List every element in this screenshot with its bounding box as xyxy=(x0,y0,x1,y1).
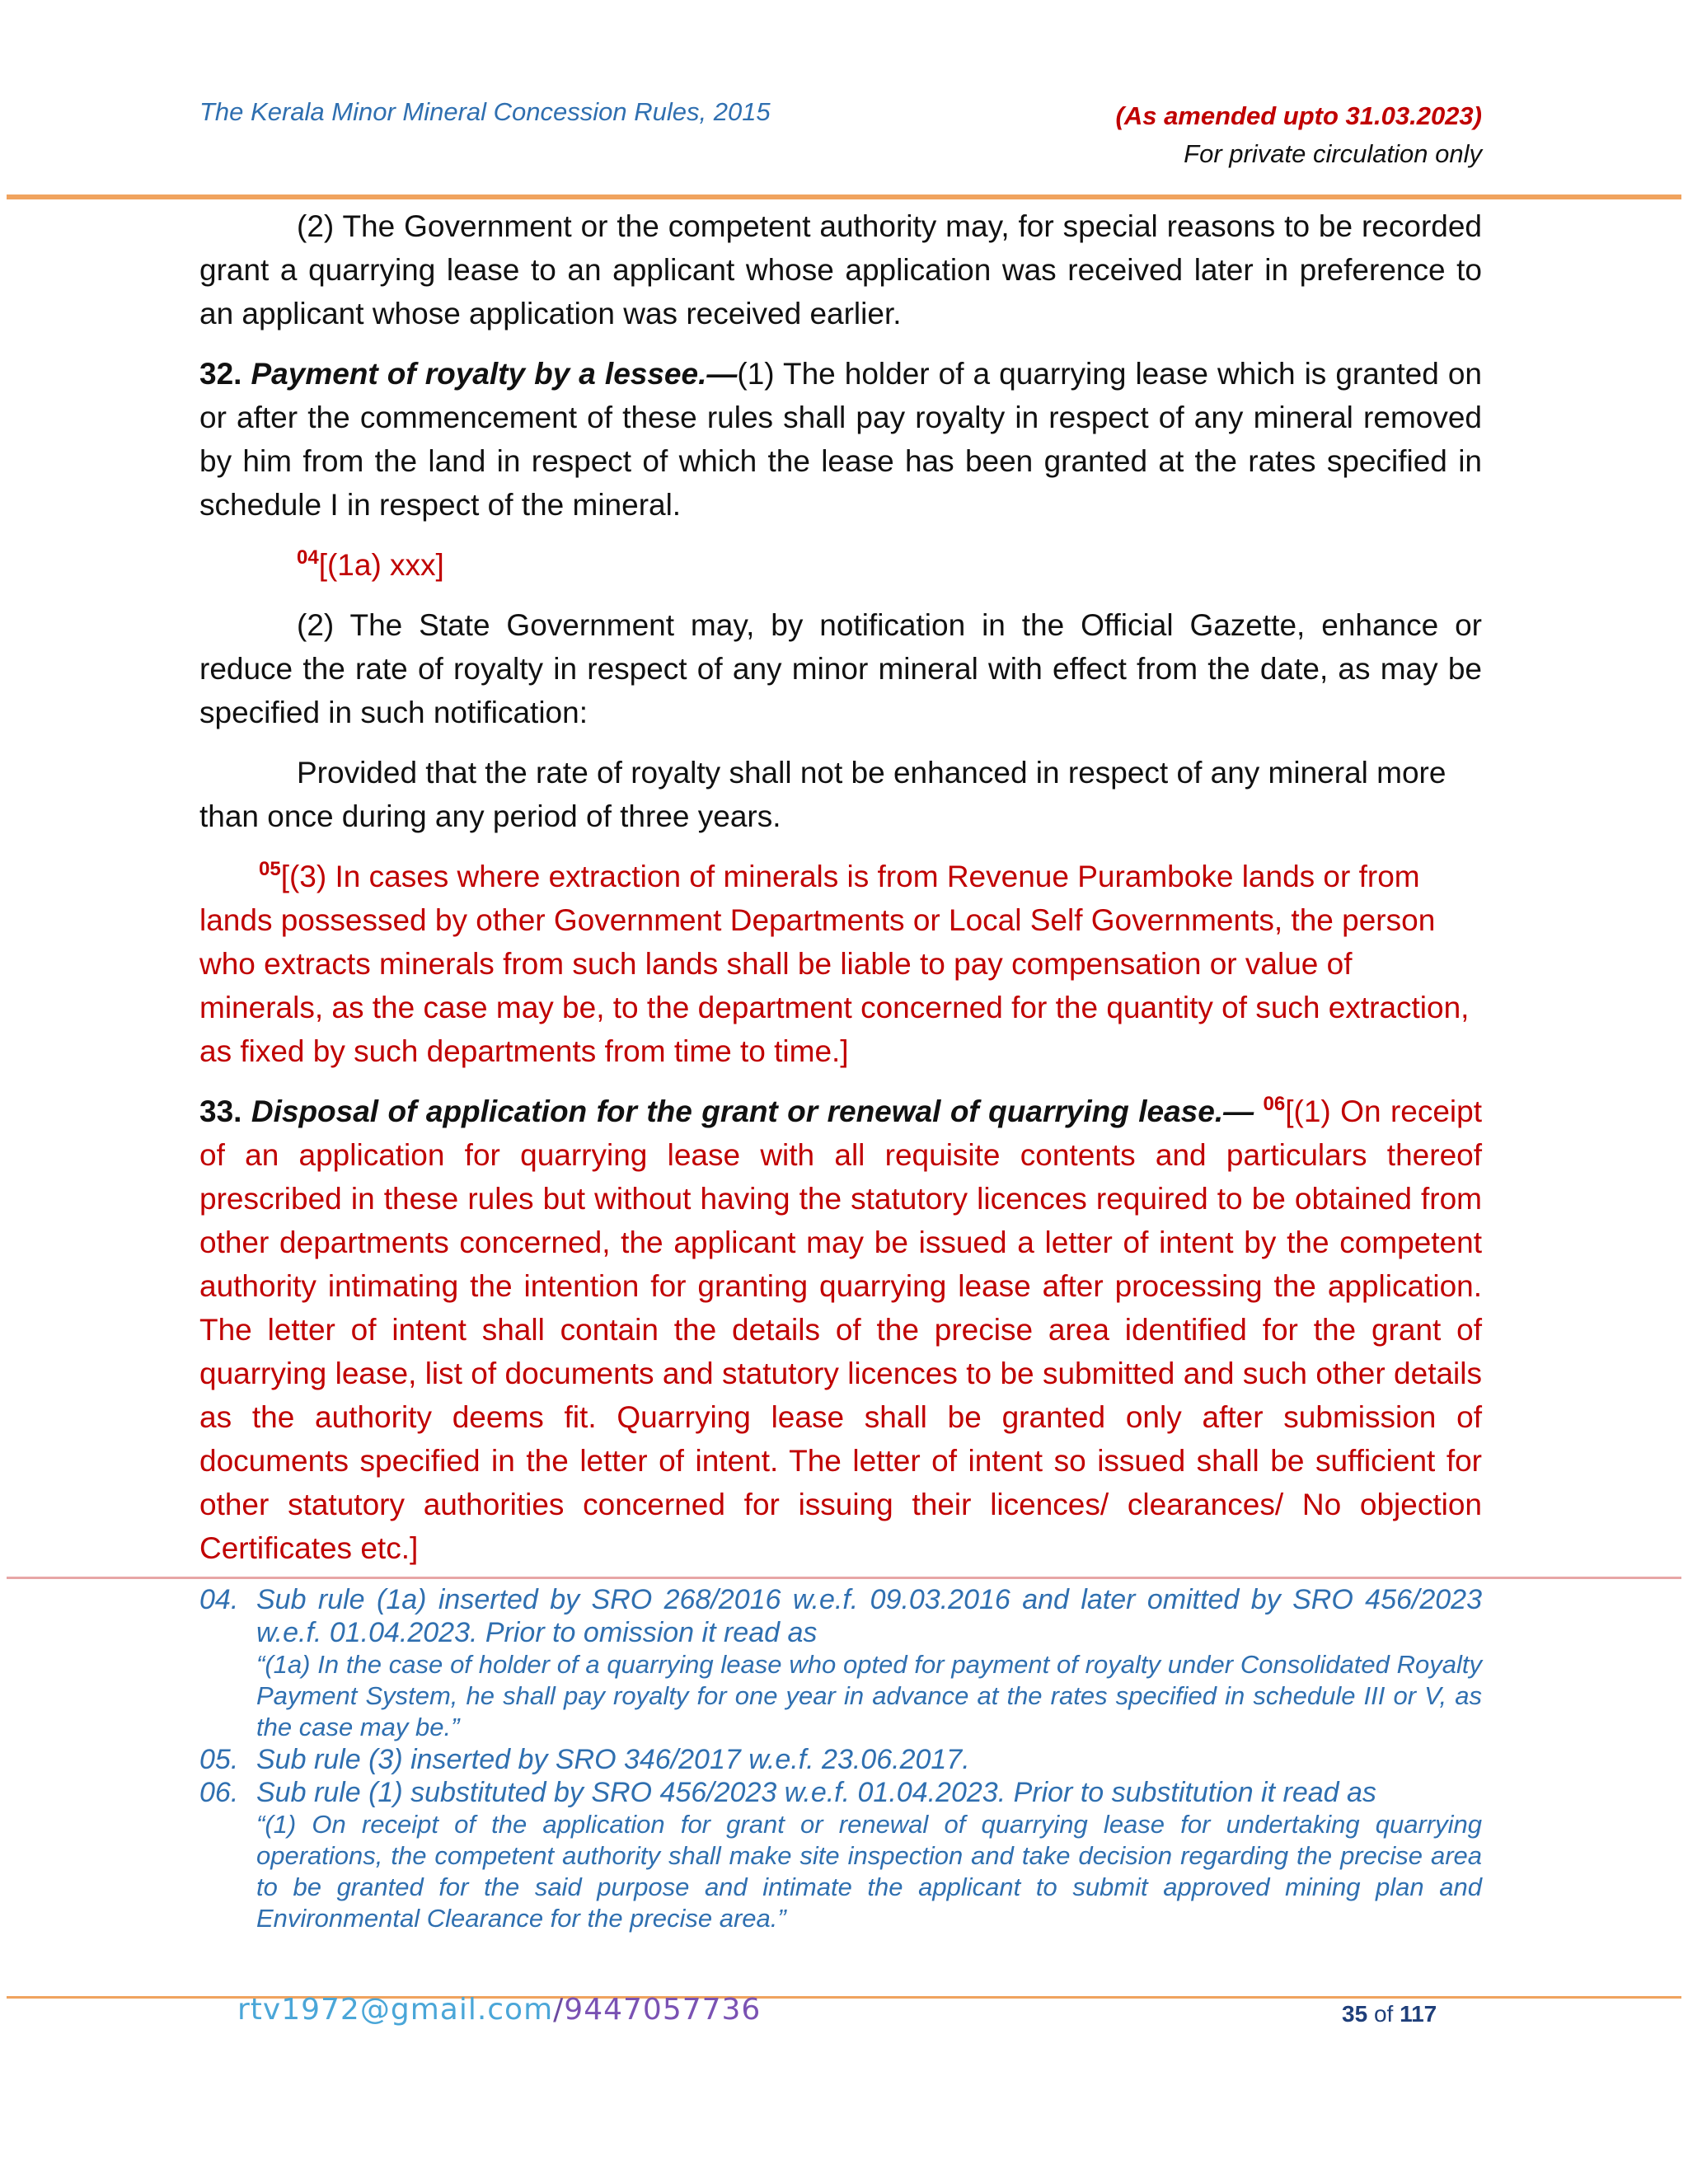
page-of: of xyxy=(1373,2001,1394,2027)
section-32-sub-1a xyxy=(199,543,1482,587)
omitted-clause: [(1a) xxx] xyxy=(318,548,444,582)
section-heading: Disposal of application for the grant or renewal of quarrying lease.— xyxy=(251,1094,1254,1128)
section-33-sub-1 xyxy=(199,1090,1482,1570)
footnote-quote: “(1) On receipt of the application for grant or renewal of quarrying lease for undertaking quarrying operations, the competent authority shall make site inspection and take decision regarding the precise area to be granted for the said purpose and intimate the applicant to submit approved mining plan and Environmental Clearance for the precise area.” xyxy=(256,1810,1482,1933)
section-text: (1) The holder of a quarrying lease which is granted on or after the commencement of these rules shall pay royalty in respect of any mineral removed by him from the land in respect of which the lease has been granted at the rates specified in schedule I in respect of the mineral. xyxy=(199,357,1483,522)
section-32-sub-3 xyxy=(199,855,1482,1073)
document-title: The Kerala Minor Mineral Concession Rules, 2015 xyxy=(199,97,771,126)
contact-phone[interactable]: 9447057736 xyxy=(564,1993,762,2027)
section-32-sub-2: (2) The State Government may, by notification in the Official Gazette, enhance or reduce the rate of royalty in respect of any minor mineral with effect from the date, as may be specified in such notification: xyxy=(199,608,1482,729)
footnote-item xyxy=(199,1743,1482,1776)
footnote-ref[interactable]: 05 xyxy=(259,858,281,880)
page-current: 35 xyxy=(1342,2001,1368,2027)
header-rule xyxy=(7,194,1681,199)
section-32-proviso: Provided that the rate of royalty shall not be enhanced in respect of any mineral more than once during any period of three years. xyxy=(199,756,1447,833)
section-number: 32. xyxy=(199,357,242,391)
amendment-note: (As amended upto 31.03.2023) xyxy=(1115,101,1482,130)
footnote-text: Sub rule (3) inserted by SRO 346/2017 w.e.f. 23.06.2017. xyxy=(256,1744,970,1775)
header-right xyxy=(1116,97,1483,173)
footnotes xyxy=(199,1583,1482,1934)
rule-31-sub-2: (2) The Government or the competent authority may, for special reasons to be recorded grant a quarrying lease to an applicant whose application was received later in preference to an applicant whose application was received earlier. xyxy=(199,209,1482,330)
contact-separator: / xyxy=(553,1993,565,2027)
footnote-text: Sub rule (1) substituted by SRO 456/2023 w.e.f. 01.04.2023. Prior to substitution it read as xyxy=(256,1777,1376,1808)
footnote-item xyxy=(199,1583,1482,1649)
page-total: 117 xyxy=(1400,2001,1437,2027)
section-heading: Payment of royalty by a lessee.— xyxy=(251,357,738,391)
footnote-text: Sub rule (1a) inserted by SRO 268/2016 w.e.f. 09.03.2016 and later omitted by SRO 456/2023 w.e.f. 01.04.2023. Prior to omission it read as xyxy=(256,1584,1482,1648)
footnote-ref[interactable]: 04 xyxy=(297,546,319,569)
footnote-quote: “(1a) In the case of holder of a quarrying lease who opted for payment of royalty under Consolidated Royalty Payment System, he shall pay royalty for one year in advance at the rates specified in schedule III or V, as the case may be.” xyxy=(256,1650,1482,1741)
footnote-rule xyxy=(7,1577,1681,1579)
page-number xyxy=(1342,2001,1437,2027)
footnote-number: 05. xyxy=(199,1744,239,1775)
footnote-ref[interactable]: 06 xyxy=(1263,1093,1286,1115)
substituted-clause: [(1) On receipt of an application for quarrying lease with all requisite contents and particulars thereof prescribed in these rules but without having the statutory licences required to be obtained from other departments concerned, the applicant may be issued a letter of intent by the competent authority intimating the intention for granting quarrying lease after processing the application. The letter of intent shall contain the details of the precise area identified for the grant of quarrying lease, list of documents and statutory licences to be submitted and such other details as the authority deems fit. Quarrying lease shall be granted only after submission of documents specified in the letter of intent. The letter of intent so issued shall be sufficient for other statutory authorities concerned for issuing their licences/ clearances/ No objection Certificates etc.] xyxy=(199,1094,1483,1565)
document-body xyxy=(199,204,1482,1586)
circulation-note: For private circulation only xyxy=(1184,139,1482,168)
inserted-clause: [(3) In cases where extraction of minerals is from Revenue Puramboke lands or from lands possessed by other Government Departments or Local Self Governments, the person who extracts minerals from such lands shall be liable to pay compensation or value of minerals, as the case may be, to the department concerned for the quantity of such extraction, as fixed by such departments from time to time.] xyxy=(199,860,1470,1068)
footnote-number: 06. xyxy=(199,1777,239,1808)
contact-email[interactable]: rtv1972@gmail.com xyxy=(237,1993,554,2027)
section-32-sub-1 xyxy=(199,352,1482,527)
footnote-number: 04. xyxy=(199,1584,239,1615)
section-number: 33. xyxy=(199,1094,242,1128)
footer-contact xyxy=(237,1993,761,2027)
footnote-item xyxy=(199,1776,1482,1809)
